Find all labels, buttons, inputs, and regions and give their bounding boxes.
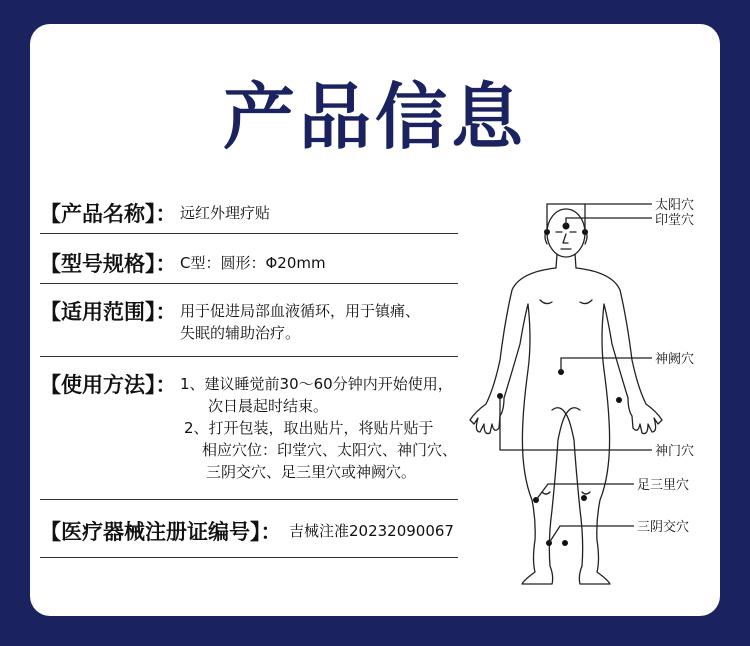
scope-line: 失眠的辅助治疗。: [180, 324, 301, 342]
label-zusanli: 足三里穴: [637, 478, 690, 493]
chest-lines: [540, 300, 592, 304]
point-shenmen-right: [616, 397, 622, 403]
knee-lines: [542, 492, 590, 494]
usage-line: 次日晨起时结束。: [208, 397, 329, 415]
product-name-label: 【产品名称】：: [40, 202, 177, 226]
scope-line: 用于促进局部血液循环，用于镇痛、: [180, 302, 421, 320]
usage-line: 1、建议睡觉前30～60分钟内开始使用，: [180, 375, 453, 393]
page-title: 产品信息: [222, 75, 527, 159]
usage-line: 三阴交穴、足三里穴或神阙穴。: [206, 463, 417, 481]
model-spec-label: 【型号规格】：: [40, 252, 177, 276]
head-outline: [547, 209, 585, 257]
leader-yintang: [566, 218, 652, 226]
usage-label: 【使用方法】：: [40, 373, 177, 397]
usage-line: 相应穴位：印堂穴、太阳穴、神门穴、: [202, 441, 458, 459]
usage-line: 2、打开包装，取出贴片，将贴片贴于: [184, 419, 434, 437]
groin-lines: [552, 408, 580, 414]
registration-label: 【医疗器械注册证编号】：: [40, 520, 282, 544]
label-yintang: 印堂穴: [655, 213, 695, 228]
label-shenmen: 神门穴: [655, 444, 695, 459]
leader-shenque: [561, 358, 652, 372]
label-taiyang: 太阳穴: [655, 198, 695, 213]
scope-label: 【适用范围】：: [40, 300, 177, 324]
model-spec-line: C型：圆形：Φ20mm: [180, 254, 326, 272]
leader-sanyinjiao: [549, 526, 634, 543]
label-shenque: 神阙穴: [655, 352, 695, 367]
point-sanyinjiao-right: [562, 540, 568, 546]
registration-line: 吉械注准20232090067: [289, 522, 454, 540]
body-outline: [470, 268, 662, 584]
product-name-line: 远红外理疗贴: [180, 204, 271, 222]
face-nose: [563, 234, 568, 243]
label-sanyinjiao: 三阴交穴: [637, 520, 690, 535]
point-zusanli-right: [581, 495, 587, 501]
